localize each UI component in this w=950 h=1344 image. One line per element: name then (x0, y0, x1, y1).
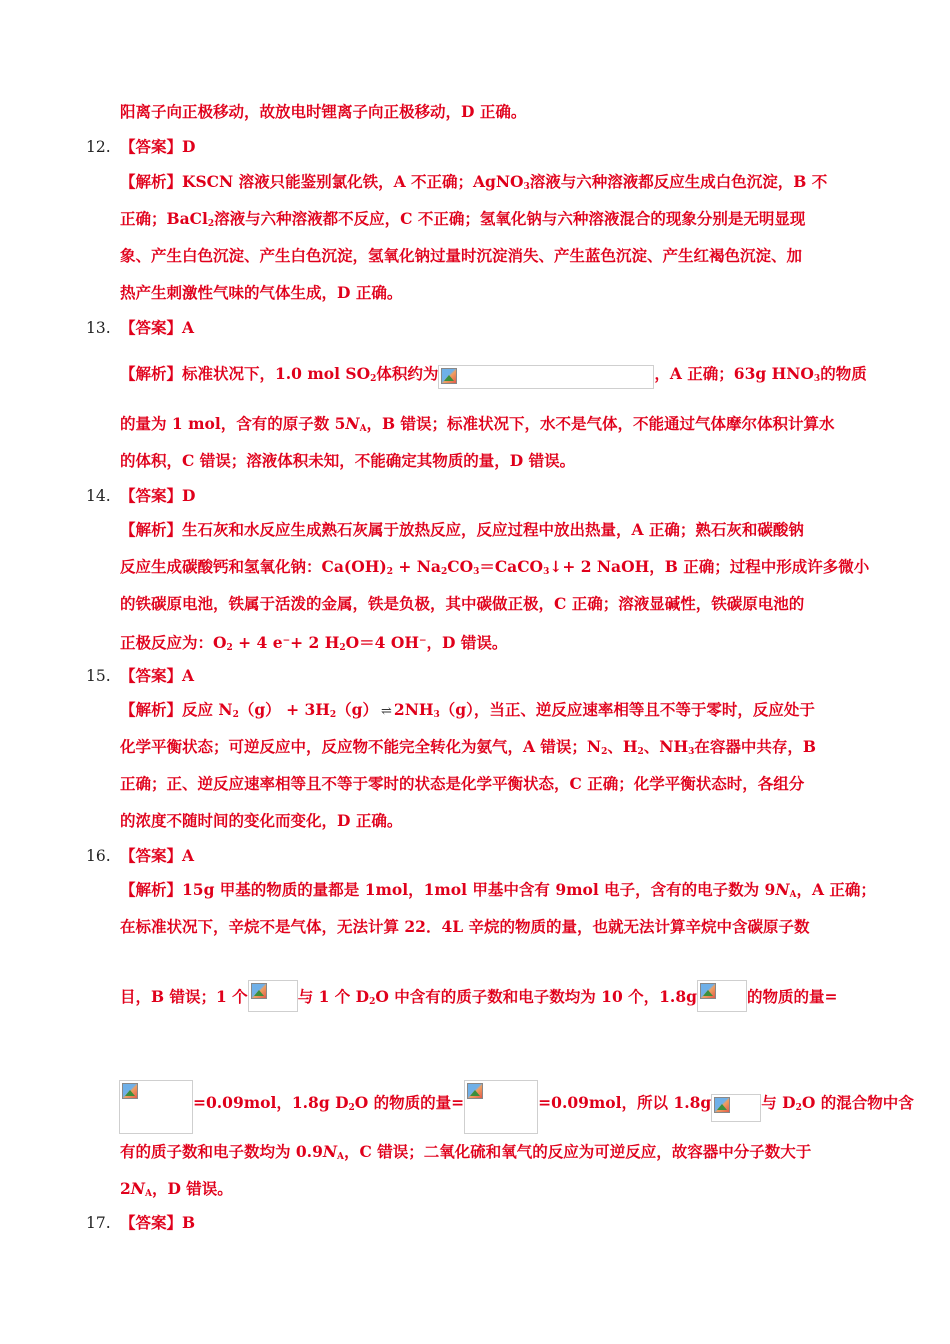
question-number: 17. (86, 1214, 111, 1232)
answer-label: 【答案】B (120, 1213, 196, 1232)
explanation-line: 【解析】15g 甲基的物质的量都是 1mol，1mol 甲基中含有 9mol 电子，含有的电子数为 $9N_A$，A 正确； (120, 880, 876, 900)
formula-image (711, 1094, 761, 1122)
question-number: 13. (86, 319, 111, 337)
explanation-line: 【解析】标准状况下，1.0 mol $SO_2$体积约为 ，A 正确；63g $HNO_3$的物质 (120, 364, 867, 389)
explanation-line: 的铁碳原电池，铁属于活泼的金属，铁是负极，其中碳做正极，C 正确；溶液显碱性，铁碳原电池的 (120, 594, 805, 613)
formula-image (248, 980, 298, 1012)
broken-image-icon (714, 1097, 730, 1113)
explanation-line: 化学平衡状态；可逆反应中，反应物不能完全转化为氨气，A 错误；$N_2$、$H_2$、$NH_3$在容器中共存，B (120, 737, 816, 757)
explanation-line: 的浓度不随时间的变化而变化，D 正确。 (120, 811, 403, 830)
formula-image (697, 980, 747, 1012)
explanation-line: 【解析】KSCN 溶液只能鉴别氯化铁，A 不正确；AgNO$_3$溶液与六种溶液都反应生成白色沉淀，B 不 (120, 172, 828, 192)
equilibrium-arrow-icon: ⇌ (381, 704, 391, 719)
explanation-line: 有的质子数和电子数均为 $0.9N_A$，C 错误；二氧化硫和氧气的反应为可逆反应，故容器中分子数大于 (120, 1142, 812, 1162)
broken-image-icon (700, 983, 716, 999)
question-number: 15. (86, 667, 111, 685)
explanation-line: 的量为 1 mol，含有的原子数 $5N_A$，B 错误；标准状况下，水不是气体，不能通过气体摩尔体积计算水 (120, 414, 835, 434)
explanation-line: 象、产生白色沉淀、产生白色沉淀，氢氧化钠过量时沉淀消失、产生蓝色沉淀、产生红褐色沉淀、加 (120, 246, 803, 265)
question-number: 16. (86, 847, 111, 865)
question-number: 14. (86, 487, 111, 505)
broken-image-icon (441, 368, 457, 384)
formula-image (464, 1080, 538, 1134)
formula-image (119, 1080, 193, 1134)
explanation-line: 在标准状况下，辛烷不是气体，无法计算 22．4L 辛烷的物质的量，也就无法计算辛烷中含碳原子数 (120, 917, 810, 936)
explanation-line: =0.09mol，1.8g $D_2O$ 的物质的量= =0.09mol，所以 1.8g 与 $D_2O$ 的混合物中含 (119, 1080, 914, 1118)
explanation-line: 正确；正、逆反应速率相等且不等于零时的状态是化学平衡状态，C 正确；化学平衡状态时，各组分 (120, 774, 805, 793)
answer-label: 【答案】D (120, 137, 196, 156)
explanation-line: 正确；BaCl$_2$溶液与六种溶液都不反应，C 不正确；氢氧化钠与六种溶液混合的现象分别是无明显现 (120, 209, 806, 229)
broken-image-icon (467, 1083, 483, 1099)
broken-image-icon (251, 983, 267, 999)
answer-label: 【答案】D (120, 486, 196, 505)
question-number: 12. (86, 138, 111, 156)
explanation-line: 【解析】反应 $N_2(g) + 3H_2(g)$ ⇌ $2NH_3(g)$，当正、逆反应速率相等且不等于零时，反应处于 (120, 700, 815, 720)
explanation-line: 【解析】生石灰和水反应生成熟石灰属于放热反应，反应过程中放出热量，A 正确；熟石灰和碳酸钠 (120, 520, 804, 539)
explanation-line: 目，B 错误；1 个 与 1 个 $D_2O$ 中含有的质子数和电子数均为 10 个，1.8g 的物质的量= (120, 980, 837, 1012)
broken-image-icon (122, 1083, 138, 1099)
explanation-line: 正极反应为：$O_2 + 4$ e−+ 2 $H_2O=4$ OH−，D 错误。 (120, 633, 508, 653)
answer-label: 【答案】A (120, 318, 195, 337)
answer-label: 【答案】A (120, 846, 195, 865)
formula-image (438, 365, 654, 389)
explanation-line: 热产生刺激性气味的气体生成，D 正确。 (120, 283, 403, 302)
explanation-line: $2N_A$，D 错误。 (120, 1179, 233, 1199)
text-line: 阳离子向正极移动，故放电时锂离子向正极移动，D 正确。 (120, 102, 527, 121)
explanation-line: 的体积，C 错误；溶液体积未知，不能确定其物质的量，D 错误。 (120, 451, 576, 470)
explanation-line: 反应生成碳酸钙和氢氧化钠：$Ca(OH)_2$ + $Na_2CO_3=CaCO_3↓+ 2$ NaOH，B 正确；过程中形成许多微小 (120, 557, 870, 577)
answer-label: 【答案】A (120, 666, 195, 685)
